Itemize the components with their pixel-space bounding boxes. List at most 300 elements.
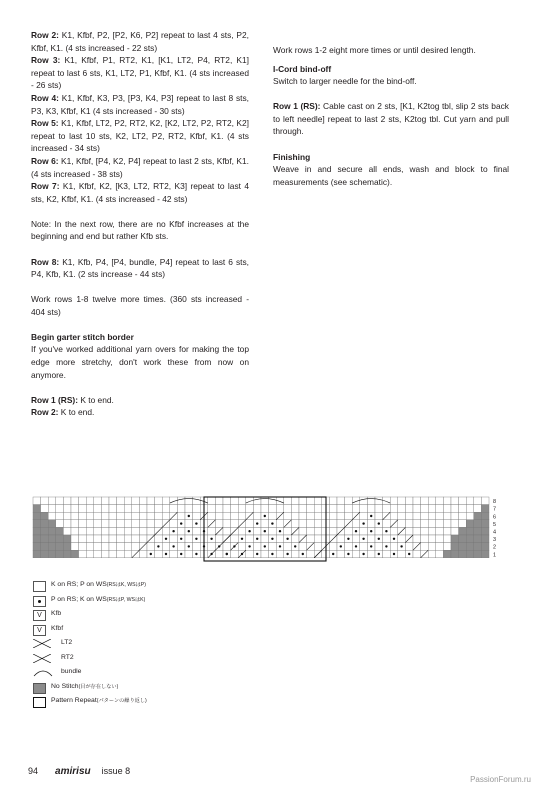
chart-cell [314, 527, 322, 535]
chart-cell [33, 497, 41, 505]
instruction-row: Row 4: K1, Kfbf, K3, P3, [P3, K4, P3] repeat to last 8 sts, P3, K3, Kfbf, K1 (4 sts increased - 30 sts) [31, 92, 249, 116]
chart-cell [109, 527, 117, 535]
legend-label: Kfbf [51, 624, 64, 632]
chart-cell [291, 505, 299, 513]
chart-cell [63, 520, 71, 528]
chart-cell [215, 520, 223, 528]
chart-cell [383, 550, 391, 558]
chart-cell [71, 520, 79, 528]
chart-cell [48, 497, 56, 505]
chart-cell [177, 543, 185, 551]
chart-cell [314, 520, 322, 528]
chart-cell [101, 505, 109, 513]
chart-cell [367, 520, 375, 528]
chart-cell [428, 520, 436, 528]
icord-row-1: Row 1 (RS): Cable cast on 2 sts, [K1, K2tog tbl, slip 2 sts back to left needle] repeat to last 2 sts, K2tog tbl. Cut yarn and pull through. [273, 101, 509, 137]
chart-cell [71, 543, 79, 551]
chart-cell [337, 497, 345, 505]
chart-cell [63, 497, 71, 505]
chart-cell [299, 543, 307, 551]
chart-cell [307, 520, 315, 528]
row-number: 8 [493, 499, 497, 506]
purl-dot [370, 515, 372, 517]
chart-cell [124, 520, 132, 528]
chart-cell [124, 505, 132, 513]
chart-cell [56, 505, 64, 513]
chart-cell [459, 497, 467, 505]
chart-cell [223, 512, 231, 520]
no-stitch-cell [41, 550, 49, 558]
chart-cell [139, 535, 147, 543]
no-stitch-cell [56, 527, 64, 535]
chart-cell [390, 505, 398, 513]
no-stitch-cell [56, 543, 64, 551]
issue-label: issue 8 [101, 766, 131, 776]
chart-cell [443, 512, 451, 520]
chart-cell [337, 505, 345, 513]
purl-dot [157, 545, 159, 547]
chart-cell [398, 512, 406, 520]
purl-dot [347, 553, 349, 555]
chart-cell [451, 527, 459, 535]
chart-cell [185, 497, 193, 505]
chart-cell [337, 520, 345, 528]
chart-cell [261, 505, 269, 513]
chart-grid [33, 497, 489, 558]
chart-cell [124, 550, 132, 558]
chart-cell [436, 535, 444, 543]
left-column [31, 29, 249, 419]
chart-cell [405, 543, 413, 551]
chart-cell [132, 505, 140, 513]
chart-cell [360, 497, 368, 505]
row-numbers [493, 499, 496, 558]
chart-cell [375, 505, 383, 513]
purl-dot [271, 553, 273, 555]
garter-row-2: Row 2: K to end. [31, 407, 95, 418]
chart-cell [428, 550, 436, 558]
purl-dot [264, 530, 266, 532]
chart-cell [413, 527, 421, 535]
chart-cell [117, 512, 125, 520]
purl-dot [385, 545, 387, 547]
chart-cell [162, 543, 170, 551]
icord-heading: I-Cord bind-off [273, 63, 332, 74]
chart-cell [155, 550, 163, 558]
chart-cell [79, 520, 87, 528]
chart-cell [383, 520, 391, 528]
chart-cell [314, 543, 322, 551]
chart-cell [109, 535, 117, 543]
legend-label: LT2 [61, 639, 73, 646]
chart-cell [291, 497, 299, 505]
chart-cell [367, 550, 375, 558]
no-stitch-cell [451, 543, 459, 551]
right-work-rows: Work rows 1-2 eight more times or until desired length. [273, 45, 476, 55]
purl-dot [271, 538, 273, 540]
chart-cell [231, 497, 239, 505]
chart-cell [94, 527, 102, 535]
chart-cell [223, 543, 231, 551]
chart-cell [124, 543, 132, 551]
chart-cell [86, 543, 94, 551]
no-stitch-cell [63, 543, 71, 551]
chart-cell [109, 543, 117, 551]
purl-dot [195, 538, 197, 540]
legend-label: K on RS; P on WS(RSはK, WSはP) [51, 581, 146, 588]
chart-cell [132, 527, 140, 535]
chart-cell [223, 505, 231, 513]
chart-cell [352, 520, 360, 528]
chart-cell [139, 520, 147, 528]
chart-cell [443, 505, 451, 513]
chart-cell [193, 497, 201, 505]
chart-cell [193, 543, 201, 551]
purl-dot [256, 553, 258, 555]
chart-cell [428, 535, 436, 543]
chart-cell [436, 505, 444, 513]
chart-cell [436, 550, 444, 558]
lt2-cross-icon [33, 639, 51, 648]
chart-cell [390, 527, 398, 535]
row-number: 6 [493, 514, 497, 521]
legend-jp-note: (パターンの繰り返し) [96, 698, 147, 704]
garter-text: If you've worked additional yarn overs for making the top edge more stretchy, don't work these from now on anymore. [31, 344, 249, 380]
chart-cell [307, 527, 315, 535]
row-number: 3 [493, 537, 497, 544]
chart-cell [413, 512, 421, 520]
purl-dot [370, 530, 372, 532]
chart-cell [155, 512, 163, 520]
chart-cell [162, 527, 170, 535]
purl-dot [180, 553, 182, 555]
chart-cell [428, 543, 436, 551]
chart-cell [238, 505, 246, 513]
chart-cell [459, 512, 467, 520]
no-stitch-cell [481, 527, 489, 535]
purl-dot [256, 538, 258, 540]
chart-cell [307, 512, 315, 520]
chart-cell [253, 512, 261, 520]
chart-cell [443, 527, 451, 535]
purl-dot [188, 515, 190, 517]
chart-cell [421, 512, 429, 520]
chart-cell [261, 550, 269, 558]
no-stitch-cell [48, 535, 56, 543]
no-stitch-cell [33, 512, 41, 520]
chart-cell [109, 505, 117, 513]
chart-cell [63, 527, 71, 535]
chart-cell [276, 535, 284, 543]
no-stitch-cell [481, 505, 489, 513]
chart-cell [231, 550, 239, 558]
chart-cell [215, 550, 223, 558]
chart-cell [459, 520, 467, 528]
chart-cell [345, 543, 353, 551]
chart-cell [413, 535, 421, 543]
chart-cell [421, 543, 429, 551]
chart-cell [474, 497, 482, 505]
chart-cell [71, 527, 79, 535]
row-number: 7 [493, 506, 497, 513]
chart-cell [71, 497, 79, 505]
purl-dot [370, 545, 372, 547]
no-stitch-cell [41, 512, 49, 520]
purl-dot [188, 545, 190, 547]
chart-cell [117, 497, 125, 505]
chart-cell [443, 520, 451, 528]
chart-cell [94, 512, 102, 520]
purl-dot [180, 522, 182, 524]
chart-cell [398, 497, 406, 505]
purl-dot [264, 545, 266, 547]
chart-cell [375, 527, 383, 535]
chart-cell [299, 520, 307, 528]
chart-cell [79, 535, 87, 543]
chart-cell [474, 505, 482, 513]
chart-cell [177, 512, 185, 520]
purl-dot [286, 538, 288, 540]
purl-dot [393, 553, 395, 555]
chart-cell [307, 497, 315, 505]
chart-cell [94, 520, 102, 528]
chart-cell [238, 543, 246, 551]
instruction-row: Row 3: K1, Kfbf, P1, RT2, K1, [K1, LT2, P4, RT2, K1] repeat to last 6 sts, K1, LT2, P1, Kfbf, K1. (4 sts increased - 26 sts) [31, 55, 250, 91]
chart-cell [63, 505, 71, 513]
chart-cell [132, 520, 140, 528]
chart-cell [246, 535, 254, 543]
no-stitch-cell [459, 550, 467, 558]
chart-cell [117, 520, 125, 528]
no-stitch-icon [33, 683, 46, 694]
chart-cell [466, 505, 474, 513]
chart-cell [117, 550, 125, 558]
purl-dot [165, 538, 167, 540]
chart-cell [79, 550, 87, 558]
chart-cell [253, 497, 261, 505]
chart-cell [139, 527, 147, 535]
purl-dot [279, 530, 281, 532]
purl-dot [378, 538, 380, 540]
chart-cell [79, 512, 87, 520]
chart-cell [352, 505, 360, 513]
chart-cell [276, 550, 284, 558]
chart-cell [124, 497, 132, 505]
chart-cell [443, 535, 451, 543]
chart-cell [238, 512, 246, 520]
chart-cell [71, 512, 79, 520]
chart-cell [101, 550, 109, 558]
no-stitch-cell [443, 550, 451, 558]
no-stitch-cell [481, 535, 489, 543]
purl-dot [362, 522, 364, 524]
knit-square-icon [33, 581, 46, 592]
chart-cell [421, 535, 429, 543]
row-8-instruction: Row 8: K1, Kfb, P4, [P4, bundle, P4] repeat to last 6 sts, P4, Kfb, K1. (2 sts increase - 44 sts) [31, 256, 250, 280]
chart-cell [208, 497, 216, 505]
chart-cell [124, 527, 132, 535]
chart-cell [299, 512, 307, 520]
garter-row-1: Row 1 (RS): K to end. [31, 394, 114, 405]
chart-cell [345, 497, 353, 505]
no-stitch-cell [474, 543, 482, 551]
chart-cell [147, 527, 155, 535]
chart-cell [185, 520, 193, 528]
chart-cell [162, 505, 170, 513]
right-column [273, 44, 509, 188]
knitting-chart [31, 496, 501, 562]
chart-cell [405, 520, 413, 528]
legend-label: RT2 [61, 653, 74, 661]
chart-cell [170, 550, 178, 558]
chart-cell [398, 550, 406, 558]
chart-cell [155, 535, 163, 543]
chart-cell [314, 535, 322, 543]
no-stitch-cell [41, 543, 49, 551]
chart-cell [421, 497, 429, 505]
chart-cell [314, 505, 322, 513]
page-footer [28, 766, 130, 777]
chart-cell [155, 497, 163, 505]
chart-cell [428, 527, 436, 535]
row-number: 2 [493, 544, 497, 551]
chart-cell [162, 497, 170, 505]
chart-cell [307, 505, 315, 513]
purl-dot [241, 538, 243, 540]
row-number: 5 [493, 521, 497, 528]
chart-cell [86, 505, 94, 513]
chart-cell [405, 527, 413, 535]
chart-cell [246, 520, 254, 528]
chart-cell [398, 535, 406, 543]
chart-cell [86, 535, 94, 543]
no-stitch-cell [48, 550, 56, 558]
watermark: PassionForum.ru [470, 775, 531, 784]
chart-cell [329, 543, 337, 551]
chart-cell [329, 512, 337, 520]
legend-jp-note: (目が存在しない) [78, 683, 119, 690]
chart-cell [86, 497, 94, 505]
purl-dot [355, 530, 357, 532]
chart-cell [132, 497, 140, 505]
chart-cell [367, 497, 375, 505]
chart-cell [109, 512, 117, 520]
chart-cell [436, 497, 444, 505]
no-stitch-cell [481, 512, 489, 520]
chart-cell [71, 535, 79, 543]
chart-cell [390, 512, 398, 520]
chart-cell [421, 505, 429, 513]
no-stitch-cell [481, 550, 489, 558]
chart-cell [276, 520, 284, 528]
chart-cell [170, 520, 178, 528]
chart-cell [284, 543, 292, 551]
chart-cell [215, 497, 223, 505]
purl-dot [150, 553, 152, 555]
purl-dot [408, 553, 410, 555]
chart-cell [329, 505, 337, 513]
chart-cell [413, 505, 421, 513]
purl-dot [248, 545, 250, 547]
no-stitch-cell [56, 550, 64, 558]
purl-dot [248, 530, 250, 532]
no-stitch-cell [63, 550, 71, 558]
no-stitch-cell [48, 527, 56, 535]
chart-cell [231, 512, 239, 520]
chart-cell [223, 497, 231, 505]
chart-cell [139, 505, 147, 513]
legend-label: Kfb [51, 610, 62, 617]
purl-dot-icon [33, 596, 46, 607]
instruction-row: Row 6: K1, Kfbf, [P4, K2, P4] repeat to last 2 sts, Kfbf, K1. (4 sts increased - 38 sts) [31, 155, 249, 179]
purl-dot [264, 515, 266, 517]
no-stitch-cell [56, 535, 64, 543]
chart-cell [215, 505, 223, 513]
no-stitch-cell [41, 520, 49, 528]
chart-cell [132, 512, 140, 520]
chart-cell [284, 505, 292, 513]
no-stitch-cell [71, 550, 79, 558]
chart-cell [466, 512, 474, 520]
purl-dot [279, 545, 281, 547]
chart-cell [208, 543, 216, 551]
no-stitch-cell [459, 535, 467, 543]
no-stitch-cell [474, 535, 482, 543]
purl-dot [256, 522, 258, 524]
chart-cell [238, 527, 246, 535]
no-stitch-cell [474, 527, 482, 535]
no-stitch-cell [48, 543, 56, 551]
purl-dot [378, 522, 380, 524]
chart-cell [86, 527, 94, 535]
chart-cell [428, 497, 436, 505]
purl-dot [340, 545, 342, 547]
chart-cell [101, 543, 109, 551]
chart-cell [253, 505, 261, 513]
chart-cell [223, 520, 231, 528]
chart-cell [56, 497, 64, 505]
chart-cell [291, 535, 299, 543]
chart-cell [246, 505, 254, 513]
increase-note: Note: In the next row, there are no Kfbf increases at the beginning and end but rather Kfb sts. [31, 218, 249, 242]
no-stitch-cell [41, 527, 49, 535]
purl-dot [195, 553, 197, 555]
chart-cell [345, 505, 353, 513]
no-stitch-cell [63, 535, 71, 543]
purl-dot [355, 545, 357, 547]
chart-cell [139, 550, 147, 558]
chart-cell [109, 520, 117, 528]
chart-cell [375, 543, 383, 551]
chart-cell [375, 497, 383, 505]
chart-cell [170, 535, 178, 543]
chart-cell [360, 527, 368, 535]
finishing-heading: Finishing [273, 151, 311, 162]
purl-dot [302, 553, 304, 555]
chart-cell [390, 497, 398, 505]
chart-cell [451, 505, 459, 513]
chart-cell [94, 497, 102, 505]
chart-cell [101, 520, 109, 528]
chart-cell [185, 505, 193, 513]
chart-cell [291, 512, 299, 520]
chart-cell [94, 505, 102, 513]
chart-cell [101, 535, 109, 543]
chart-cell [86, 520, 94, 528]
no-stitch-cell [33, 550, 41, 558]
no-stitch-cell [33, 505, 41, 513]
no-stitch-cell [466, 520, 474, 528]
